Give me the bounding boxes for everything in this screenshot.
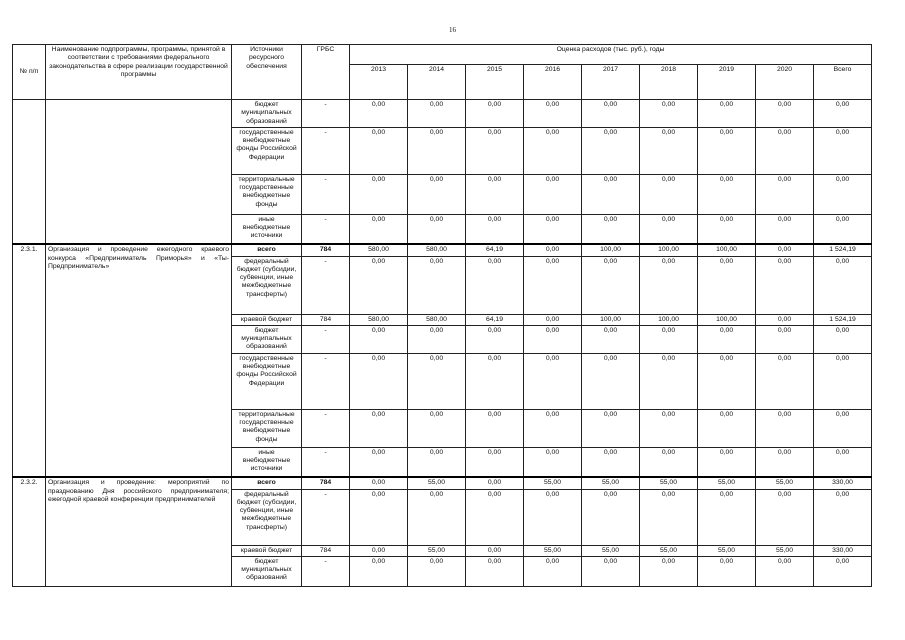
header-estimate: Оценка расходов (тыс. руб.), годы (350, 45, 872, 65)
year-value: 580,00 (350, 244, 408, 256)
year-value: 55,00 (408, 477, 466, 489)
year-value: 0,00 (524, 244, 582, 256)
year-value: 0,00 (408, 489, 466, 545)
table-body (13, 100, 872, 587)
grbs-code: - (302, 489, 350, 545)
year-value: 100,00 (640, 244, 698, 256)
year-value: 55,00 (698, 545, 756, 556)
grbs-code: - (302, 325, 350, 353)
year-value: 0,00 (756, 409, 814, 447)
total-value: 330,00 (814, 545, 872, 556)
year-value: 0,00 (524, 489, 582, 545)
year-value: 0,00 (640, 325, 698, 353)
funding-source: федеральный бюджет (субсидии, субвенции, иные межбюджетные трансферты) (232, 256, 302, 314)
year-value: 0,00 (756, 325, 814, 353)
year-value: 0,00 (524, 353, 582, 409)
year-value: 0,00 (698, 174, 756, 214)
total-value: 0,00 (814, 447, 872, 477)
year-value: 0,00 (524, 556, 582, 586)
year-value: 55,00 (640, 477, 698, 489)
year-value: 0,00 (524, 314, 582, 325)
year-value: 0,00 (466, 256, 524, 314)
year-value: 0,00 (466, 214, 524, 244)
year-value: 0,00 (408, 100, 466, 128)
header-year: 2014 (408, 65, 466, 100)
year-value: 0,00 (756, 447, 814, 477)
header-grbs: ГРБС (302, 45, 350, 100)
year-value: 64,19 (466, 244, 524, 256)
total-value: 0,00 (814, 325, 872, 353)
funding-source: территориальные государственные внебюджетные фонды (232, 174, 302, 214)
year-value: 55,00 (640, 545, 698, 556)
year-value: 0,00 (640, 100, 698, 128)
funding-source: краевой бюджет (232, 545, 302, 556)
year-value: 0,00 (466, 127, 524, 174)
total-value: 0,00 (814, 214, 872, 244)
table-row (13, 244, 872, 256)
year-value: 0,00 (582, 489, 640, 545)
total-value: 0,00 (814, 256, 872, 314)
year-value: 0,00 (756, 100, 814, 128)
year-value: 0,00 (350, 174, 408, 214)
funding-source: территориальные государственные внебюджетные фонды (232, 409, 302, 447)
year-value: 64,19 (466, 314, 524, 325)
program-name: Организация и проведение: мероприятий по празднованию Дня российского предпринимателя; ежегодной краевой конференции предпринимателей (46, 477, 232, 586)
year-value: 0,00 (698, 214, 756, 244)
grbs-code: - (302, 174, 350, 214)
year-value: 55,00 (408, 545, 466, 556)
year-value: 55,00 (756, 477, 814, 489)
table-row (13, 100, 872, 128)
year-value: 55,00 (698, 477, 756, 489)
header-sources: Источники ресурсного обеспечения (232, 45, 302, 100)
year-value: 0,00 (756, 214, 814, 244)
year-value: 0,00 (756, 244, 814, 256)
year-value: 100,00 (582, 244, 640, 256)
year-value: 0,00 (756, 127, 814, 174)
year-value: 100,00 (698, 244, 756, 256)
total-value: 0,00 (814, 409, 872, 447)
total-value: 0,00 (814, 127, 872, 174)
year-value: 55,00 (582, 545, 640, 556)
year-value: 0,00 (698, 409, 756, 447)
year-value: 0,00 (408, 556, 466, 586)
year-value: 0,00 (350, 127, 408, 174)
funding-source: государственные внебюджетные фонды Российской Федерации (232, 353, 302, 409)
year-value: 0,00 (582, 174, 640, 214)
header-year: 2019 (698, 65, 756, 100)
year-value: 55,00 (524, 477, 582, 489)
year-value: 0,00 (640, 353, 698, 409)
year-value: 0,00 (350, 409, 408, 447)
grbs-code: - (302, 100, 350, 128)
year-value: 100,00 (582, 314, 640, 325)
year-value: 0,00 (408, 256, 466, 314)
year-value: 0,00 (640, 174, 698, 214)
year-value: 0,00 (466, 353, 524, 409)
program-name (46, 100, 232, 245)
year-value: 0,00 (350, 556, 408, 586)
funding-source: всего (232, 477, 302, 489)
year-value: 0,00 (466, 545, 524, 556)
year-value: 0,00 (408, 325, 466, 353)
year-value: 0,00 (640, 447, 698, 477)
year-value: 0,00 (350, 325, 408, 353)
year-value: 0,00 (466, 409, 524, 447)
year-value: 0,00 (524, 174, 582, 214)
header-total: Всего (814, 65, 872, 100)
year-value: 0,00 (350, 489, 408, 545)
year-value: 0,00 (524, 325, 582, 353)
year-value: 0,00 (698, 489, 756, 545)
year-value: 100,00 (698, 314, 756, 325)
year-value: 0,00 (524, 447, 582, 477)
year-value: 0,00 (640, 256, 698, 314)
table-row (13, 477, 872, 489)
year-value: 0,00 (582, 353, 640, 409)
year-value: 0,00 (582, 100, 640, 128)
year-value: 0,00 (582, 409, 640, 447)
year-value: 0,00 (756, 489, 814, 545)
year-value: 0,00 (350, 100, 408, 128)
grbs-code: - (302, 447, 350, 477)
header-year: 2016 (524, 65, 582, 100)
total-value: 1 524,19 (814, 314, 872, 325)
year-value: 0,00 (350, 447, 408, 477)
total-value: 1 524,19 (814, 244, 872, 256)
total-value: 0,00 (814, 100, 872, 128)
year-value: 0,00 (640, 409, 698, 447)
header-year: 2020 (756, 65, 814, 100)
year-value: 0,00 (524, 409, 582, 447)
funding-source: бюджет муниципальных образований (232, 100, 302, 128)
year-value: 0,00 (698, 100, 756, 128)
total-value: 0,00 (814, 556, 872, 586)
year-value: 0,00 (582, 556, 640, 586)
year-value: 0,00 (408, 447, 466, 477)
year-value: 580,00 (408, 244, 466, 256)
year-value: 0,00 (408, 174, 466, 214)
grbs-code: - (302, 214, 350, 244)
year-value: 0,00 (698, 353, 756, 409)
funding-source: иные внебюджетные источники (232, 214, 302, 244)
grbs-code: - (302, 556, 350, 586)
year-value: 0,00 (756, 174, 814, 214)
year-value: 0,00 (350, 214, 408, 244)
header-name: Наименование подпрограммы, программы, принятой в соответствии с требованиями федерального законодательства в сфере реализации государственной программы (46, 45, 232, 100)
year-value: 0,00 (582, 447, 640, 477)
year-value: 0,00 (582, 127, 640, 174)
year-value: 0,00 (466, 489, 524, 545)
year-value: 0,00 (756, 314, 814, 325)
program-name: Организация и проведение ежегодного краевого конкурса «Предприниматель Приморья» и «Ты-Предприниматель» (46, 244, 232, 477)
year-value: 0,00 (582, 325, 640, 353)
grbs-code: - (302, 353, 350, 409)
grbs-code: 784 (302, 244, 350, 256)
year-value: 0,00 (408, 353, 466, 409)
funding-source: бюджет муниципальных образований (232, 325, 302, 353)
total-value: 0,00 (814, 353, 872, 409)
year-value: 0,00 (524, 100, 582, 128)
year-value: 0,00 (756, 556, 814, 586)
grbs-code: - (302, 409, 350, 447)
year-value: 0,00 (698, 447, 756, 477)
year-value: 0,00 (756, 256, 814, 314)
total-value: 330,00 (814, 477, 872, 489)
year-value: 0,00 (466, 325, 524, 353)
year-value: 0,00 (350, 353, 408, 409)
row-number: 2.3.2. (13, 477, 46, 586)
year-value: 100,00 (640, 314, 698, 325)
grbs-code: 784 (302, 314, 350, 325)
funding-source: бюджет муниципальных образований (232, 556, 302, 586)
row-number (13, 100, 46, 245)
year-value: 0,00 (640, 127, 698, 174)
header-year: 2017 (582, 65, 640, 100)
header-year: 2018 (640, 65, 698, 100)
year-value: 0,00 (350, 256, 408, 314)
year-value: 0,00 (466, 100, 524, 128)
header-year: 2013 (350, 65, 408, 100)
funding-source: краевой бюджет (232, 314, 302, 325)
year-value: 0,00 (698, 325, 756, 353)
header-num: № п/п (13, 45, 46, 100)
funding-source: государственные внебюджетные фонды Российской Федерации (232, 127, 302, 174)
funding-source: иные внебюджетные источники (232, 447, 302, 477)
header-year: 2015 (466, 65, 524, 100)
year-value: 0,00 (640, 556, 698, 586)
row-number: 2.3.1. (13, 244, 46, 477)
year-value: 55,00 (756, 545, 814, 556)
year-value: 0,00 (698, 256, 756, 314)
page-number: 16 (449, 26, 456, 34)
grbs-code: 784 (302, 477, 350, 489)
year-value: 580,00 (350, 314, 408, 325)
funding-source: федеральный бюджет (субсидии, субвенции, иные межбюджетные трансферты) (232, 489, 302, 545)
year-value: 0,00 (524, 214, 582, 244)
year-value: 55,00 (582, 477, 640, 489)
year-value: 0,00 (350, 477, 408, 489)
total-value: 0,00 (814, 174, 872, 214)
year-value: 0,00 (698, 127, 756, 174)
year-value: 0,00 (408, 214, 466, 244)
year-value: 0,00 (466, 477, 524, 489)
expense-table (12, 44, 872, 587)
grbs-code: 784 (302, 545, 350, 556)
year-value: 0,00 (640, 489, 698, 545)
year-value: 0,00 (756, 353, 814, 409)
year-value: 0,00 (408, 409, 466, 447)
year-value: 0,00 (350, 545, 408, 556)
year-value: 0,00 (524, 256, 582, 314)
year-value: 0,00 (466, 174, 524, 214)
year-value: 0,00 (582, 256, 640, 314)
grbs-code: - (302, 256, 350, 314)
year-value: 0,00 (466, 556, 524, 586)
year-value: 0,00 (524, 127, 582, 174)
year-value: 0,00 (582, 214, 640, 244)
year-value: 0,00 (698, 556, 756, 586)
funding-source: всего (232, 244, 302, 256)
grbs-code: - (302, 127, 350, 174)
year-value: 0,00 (640, 214, 698, 244)
year-value: 580,00 (408, 314, 466, 325)
year-value: 0,00 (408, 127, 466, 174)
year-value: 0,00 (466, 447, 524, 477)
total-value: 0,00 (814, 489, 872, 545)
year-value: 55,00 (524, 545, 582, 556)
